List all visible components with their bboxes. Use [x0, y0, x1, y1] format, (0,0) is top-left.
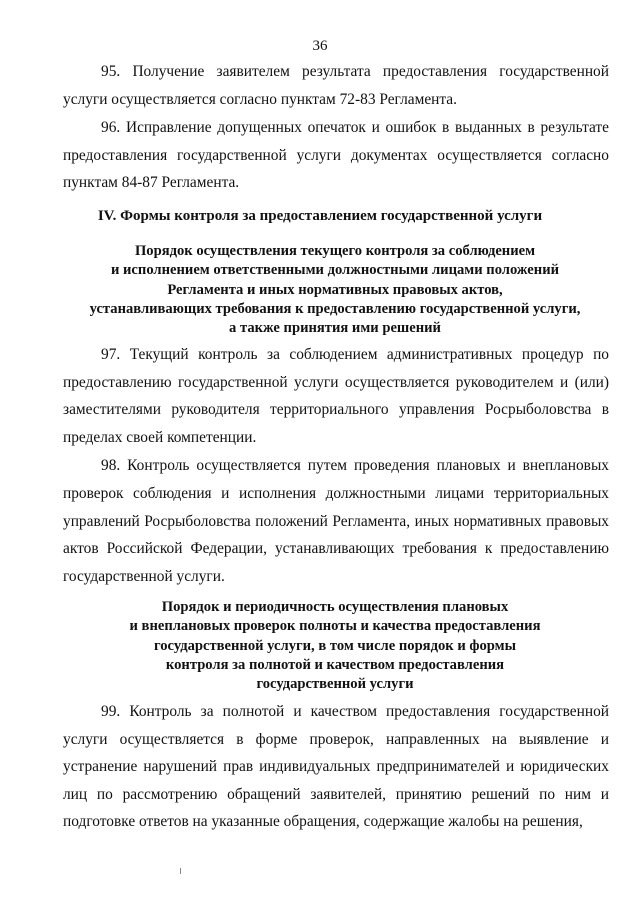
section-title: IV. Формы контроля за предоставлением государственной услуги — [97, 208, 543, 224]
paragraph-99: 99. Контроль за полнотой и качеством предоставления государственной услуги осуществляется в форме проверок, направленных на выявление и устранение нарушений прав индивидуальных предпринимателей и юридических лиц по рассмотрению обращений заявителей, принятию решений по ним и подготовке ответов на указанные обращения, содержащие жалобы на решения, — [63, 703, 609, 831]
paragraph-96: 96. Исправление допущенных опечаток и ошибок в выданных в результате предоставления государственной услуги документах осуществляется согласно пунктам 84-87 Регламента. — [63, 119, 609, 192]
heading-line: устанавливающих требования к предоставлению государственной услуги, — [89, 300, 581, 317]
heading-line: и внеплановых проверок полноты и качества предоставления — [129, 618, 541, 635]
heading-line: Регламента и иных нормативных правовых актов, — [167, 281, 503, 298]
heading-line: государственной услуги, в том числе порядок и формы — [153, 637, 516, 654]
heading-line: контроля за полнотой и качеством предоставления — [165, 656, 505, 673]
heading-current-control — [55, 242, 615, 338]
paragraph-group-bottom — [63, 698, 609, 836]
paragraph-95: 95. Получение заявителем результата предоставления государственной услуги осуществляется согласно пунктам 72-83 Регламента. — [63, 63, 609, 108]
paragraph-group-mid — [63, 341, 609, 590]
heading-periodicity — [55, 598, 615, 694]
heading-line: Порядок осуществления текущего контроля за соблюдением — [134, 243, 536, 259]
heading-line: и исполнением ответственными должностными лицами положений — [110, 262, 560, 279]
paragraph-group-top — [63, 58, 609, 197]
page-number: 36 — [312, 38, 328, 54]
paragraph-98: 98. Контроль осуществляется путем проведения плановых и внеплановых проверок соблюдения и исполнения должностными лицами территориальных управлений Росрыболовства положений Регламента, иных нормативных правовых актов Российской Федерации, устанавливающих требования к предоставлению государственной услуги. — [63, 457, 609, 585]
scan-mark — [180, 868, 181, 874]
heading-line: Порядок и периодичность осуществления плановых — [161, 599, 509, 615]
heading-line: а также принятия ими решений — [229, 320, 441, 337]
paragraph-97: 97. Текущий контроль за соблюдением административных процедур по предоставлению государственной услуги осуществляется руководителем и (или) заместителями руководителя территориального управления Росрыболовства в пределах своей компетенции. — [63, 346, 609, 446]
heading-line: государственной услуги — [256, 676, 414, 693]
